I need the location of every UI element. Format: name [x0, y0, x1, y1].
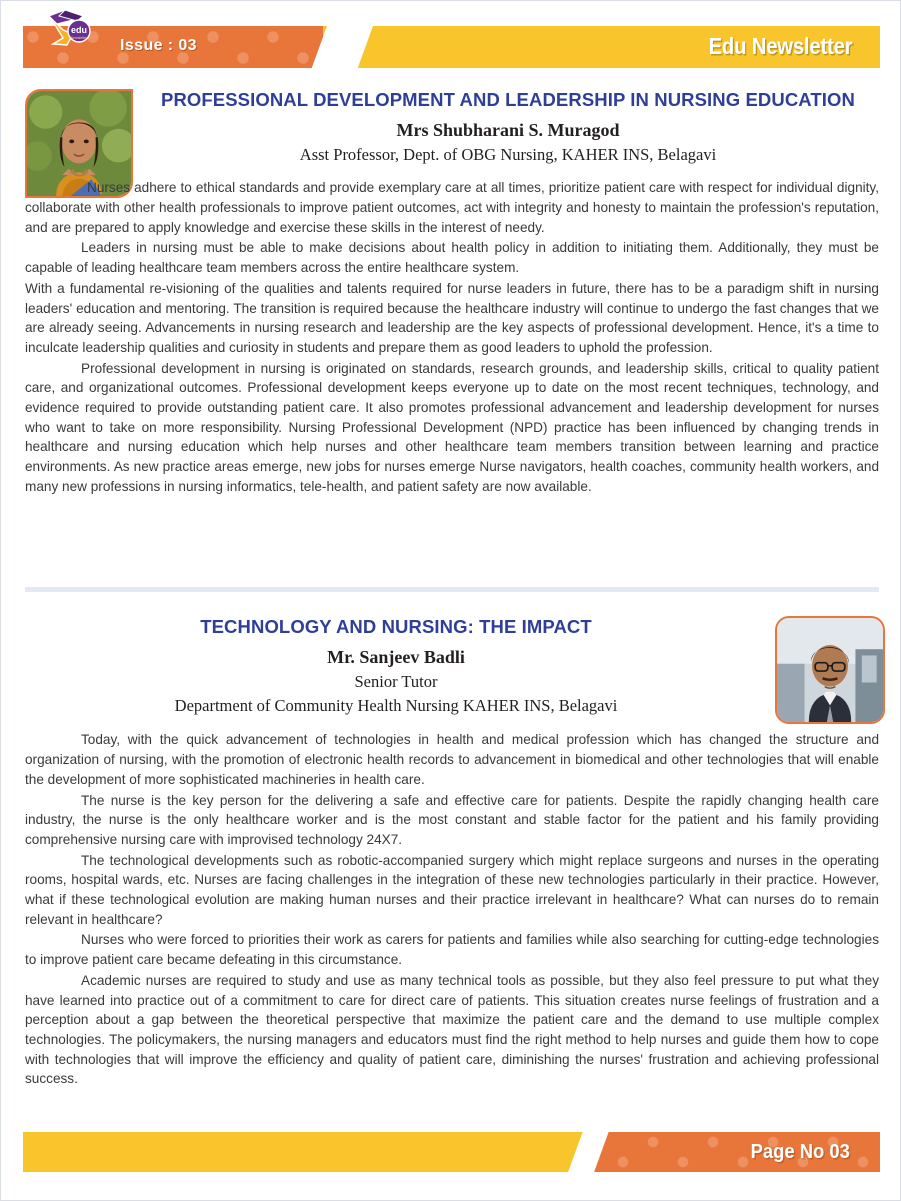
article2-author-role-2: Department of Community Health Nursing KAHER INS, Belagavi: [174, 696, 618, 716]
newsletter-title: Edu Newsletter: [708, 33, 852, 59]
article1-paragraph: Nurses adhere to ethical standards and provide exemplary care at all times, prioritize patient care with respect for individual dignity, collaborate with other health professionals to improve patient outcomes, act with integrity and honesty to maintain the profession's reputation, and are prepared to apply knowledge and exercise these skills in the interest of needy.: [25, 180, 879, 235]
section-divider: [25, 587, 879, 592]
article1-heading-block: [137, 89, 879, 165]
svg-text:Newsletter: Newsletter: [70, 36, 88, 40]
page-header: [23, 26, 880, 68]
article1-author-role: Asst Professor, Dept. of OBG Nursing, KAHER INS, Belagavi: [299, 145, 717, 165]
article1-paragraph: Leaders in nursing must be able to make decisions about health policy in addition to initiating them. Additionally, they must be capable of leading healthcare team members across the entire healthcare system.: [25, 240, 879, 276]
page-footer: [23, 1132, 880, 1172]
article2-paragraph: Today, with the quick advancement of technologies in health and medical profession which has changed the structure and organization of nursing, with the promotion of electronic health records to advancement in biomedical and other technologies that will enable the development of more sophisticated machineries in health care.: [25, 732, 879, 787]
footer-yellow-panel: [23, 1132, 603, 1172]
article1-title: PROFESSIONAL DEVELOPMENT AND LEADERSHIP IN NURSING EDUCATION: [161, 89, 855, 110]
svg-text:edu: edu: [70, 25, 88, 35]
article-professional-development: [25, 89, 879, 497]
article2-heading-block: [25, 616, 767, 716]
article2-author-name: Mr. Sanjeev Badli: [327, 647, 465, 668]
article1-author-name: Mrs Shubharani S. Muragod: [396, 120, 620, 141]
article1-paragraph: Professional development in nursing is originated on standards, research grounds, and leadership skills, critical to quality patient care, and organizational outcomes. Professional development keeps everyone up to date on the most recent techniques, technology, and evidence required to provide outstanding patient care. It also promotes professional advancement and leadership development for nurses who want to take on more responsibility. Nursing Professional Development (NPD) practice has been influenced by changing trends in healthcare and nursing education which help nurses and other healthcare team members transition between learning and practice environments. As new practice areas emerge, new jobs for nurses emerge Nurse navigators, health coaches, community health workers, and many new professions in nursing informatics, tele-health, and patient safety are now available.: [25, 360, 879, 494]
article1-paragraph: With a fundamental re-visioning of the qualities and talents required for nurse leaders in future, there has to be a paradigm shift in nursing leaders' education and mentoring. The transition is required because the healthcare industry will continue to undergo the fast changes that we are already seeing. Advancements in nursing research and leadership are the key aspects of professional development. Hence, it's a time to inculcate leadership qualities and curiosity in students and prepare them as good leaders to uphold the profession.: [25, 280, 879, 355]
edu-logo-icon: [43, 4, 95, 48]
page-number-label: Page No 03: [750, 1141, 850, 1163]
article2-paragraph: Nurses who were forced to priorities their work as carers for patients and families while also searching for cutting-edge technologies to improve patient care became defeating in this circumstance.: [25, 932, 879, 968]
article2-paragraph: Academic nurses are required to study and use as many technical tools as possible, but they also feel pressure to put what they have learned into practice out of a commitment to care for direct care of patients. This situation creates nurse feelings of frustration and a perception about a gap between the theoretical perspective that maximize the patient care and the demand to use multiple complex technologies. The policymakers, the nursing managers and educators must find the right method to help nurses and guide them how to cope with technologies that will improve the efficiency and quality of patient care, diminishing the nurses' frustration and achieving professional success.: [25, 972, 879, 1087]
article2-title: TECHNOLOGY AND NURSING: THE IMPACT: [200, 616, 592, 637]
article2-paragraph: The nurse is the key person for the delivering a safe and effective care for patients. Despite the rapidly changing health care industry, the nurse is the only healthcare worker and is the most constant and stable factor for the patient and his family providing comprehensive nursing care with improvised technology 24X7.: [25, 792, 879, 847]
article-technology-nursing: [25, 616, 879, 1089]
article2-author-role-1: Senior Tutor: [354, 672, 438, 692]
article2-paragraph: The technological developments such as robotic-accompanied surgery which might replace surgeons and nurses in the operating rooms, hospital wards, etc. Nurses are facing challenges in the integration of these new technologies particularly in their practice. However, what if these technological evolution are making human nurses and their practice irrelevant in healthcare? What can nurses do to remain relevant in healthcare?: [25, 852, 879, 927]
article1-body: [25, 178, 879, 496]
issue-label: Issue : 03: [120, 37, 197, 54]
article2-body: [25, 730, 879, 1089]
